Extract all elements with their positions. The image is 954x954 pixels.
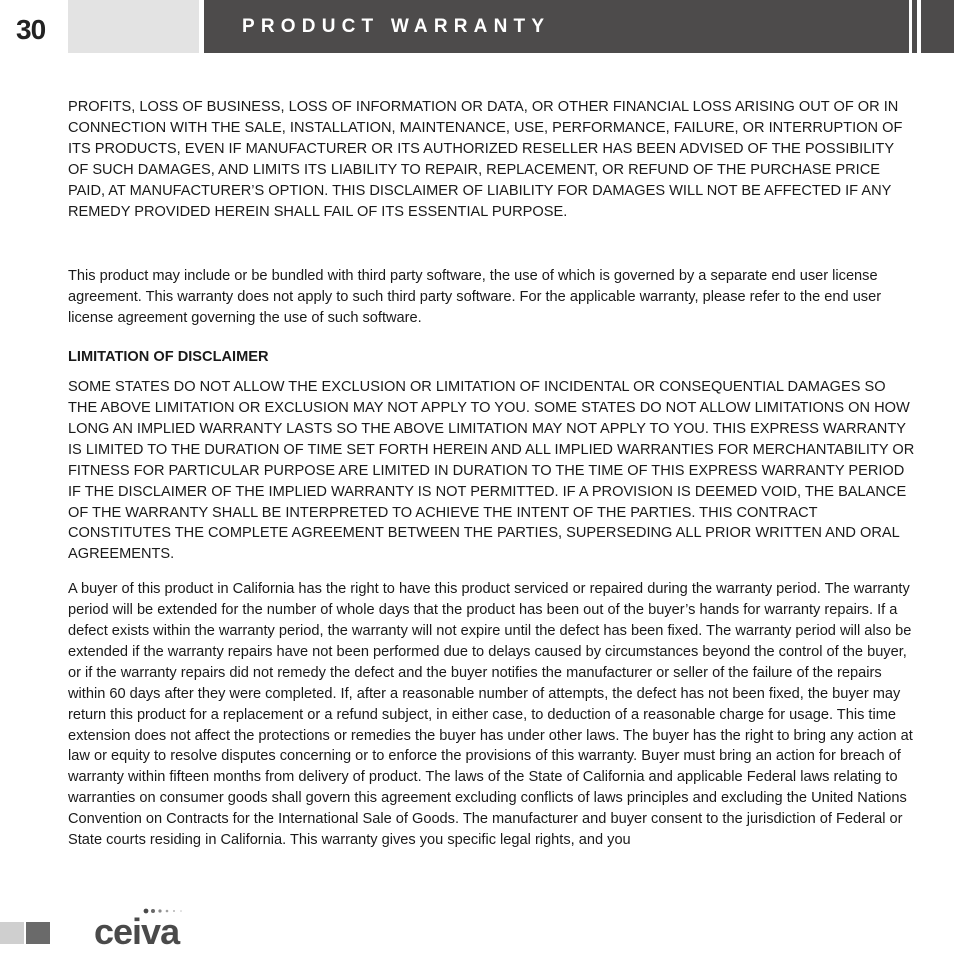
paragraph-third-party: This product may include or be bundled with third party software, the use of which is governed by a separate end user license agreement. This warranty does not apply to such third party software. For the applicable warranty, please refer to the end user license agreement governing the use of such software. bbox=[68, 268, 882, 327]
header-bar bbox=[204, 0, 909, 53]
footer-square bbox=[0, 922, 24, 944]
paragraph-california: A buyer of this product in California has the right to have this product serviced or repaired during the warranty period. The warranty period will be extended for the number of whole days that the product has been out of the buyer’s hands for warranty repairs. If a defect exists within the warranty period, the warranty will not expire until the defect has been fixed. The warranty period will also be extended if the warranty repairs have not been performed due to delays caused by circumstances beyond the control of the buyer, or if the warranty repairs did not remedy the defect and the buyer notifies the manufacturer or seller of the failure of the repairs within 60 days after they were completed. If, after a reasonable number of attempts, the defect has not been fixed, the buyer may return this product for a replacement or a refund subject, in either case, to deduction of a reasonable charge for usage. This time extension does not affect the protections or remedies the buyer has under other laws. The buyer has the right to bring any action at law or equity to resolve disputes concerning or to enforce the provisions of this warranty. Buyer must bring an action for breach of warranty within fifteen months from delivery of product. The laws of the State of California and applicable Federal laws relating to warranties on consumer goods shall govern this agreement excluding conflicts of laws principles and excluding the United Nations Convention on Contracts for the International Sale of Goods. The manufacturer and buyer consent to the jurisdiction of Federal or State courts residing in California. This warranty gives you specific legal rights, and you bbox=[68, 581, 913, 849]
header-gray-block bbox=[68, 0, 199, 53]
header-stripe bbox=[912, 0, 917, 53]
section-title: PRODUCT WARRANTY bbox=[242, 16, 551, 37]
footer-square bbox=[26, 922, 50, 944]
paragraph-limitation: SOME STATES DO NOT ALLOW THE EXCLUSION OR LIMITATION OF INCIDENTAL OR CONSEQUENTIAL DAMAGES SO THE ABOVE LIMITATION OR EXCLUSION MAY NOT APPLY TO YOU. SOME STATES DO NOT ALLOW LIMITATIONS ON HOW LONG AN IMPLIED WARRANTY LASTS SO THE ABOVE LIMITATION MAY NOT APPLY TO YOU. THIS EXPRESS WARRANTY IS LIMITED TO THE DURATION OF TIME SET FORTH HEREIN AND ALL IMPLIED WARRANTIES FOR MERCHANTABILITY OR FITNESS FOR PARTICULAR PURPOSE ARE LIMITED IN DURATION TO THE TIME OF THIS EXPRESS WARRANTY PERIOD IF THE DISCLAIMER OF THE IMPLIED WARRANTY IS NOT PERMITTED. IF A PROVISION IS DEEMED VOID, THE BALANCE OF THE WARRANTY SHALL BE INTERPRETED TO ACHIEVE THE INTENT OF THE PARTIES. THIS CONTRACT CONSTITUTES THE COMPLETE AGREEMENT BETWEEN THE PARTIES, SUPERSEDING ALL PRIOR WRITTEN AND ORAL AGREEMENTS. bbox=[68, 379, 915, 563]
document-body bbox=[68, 97, 918, 851]
section-heading: LIMITATION OF DISCLAIMER bbox=[68, 349, 269, 366]
header-stripe bbox=[921, 0, 954, 53]
page-number: 30 bbox=[16, 14, 46, 45]
paragraph-liability: PROFITS, LOSS OF BUSINESS, LOSS OF INFORMATION OR DATA, OR OTHER FINANCIAL LOSS ARISING OUT OF OR IN CONNECTION WITH THE SALE, INSTALLATION, MAINTENANCE, USE, PERFORMANCE, FAILURE, OR INTERRUPTION OF ITS PRODUCTS, EVEN IF MANUFACTURER OR ITS AUTHORIZED RESELLER HAS BEEN ADVISED OF THE POSSIBILITY OF SUCH DAMAGES, AND LIMITS ITS LIABILITY TO REPAIR, REPLACEMENT, OR REFUND OF THE PURCHASE PRICE PAID, AT MANUFACTURER’S OPTION. THIS DISCLAIMER OF LIABILITY FOR DAMAGES WILL NOT BE AFFECTED IF ANY REMEDY PROVIDED HEREIN SHALL FAIL OF ITS ESSENTIAL PURPOSE. bbox=[68, 99, 903, 220]
logo-text: ceiva bbox=[94, 911, 180, 948]
ceiva-logo-icon bbox=[94, 906, 209, 953]
